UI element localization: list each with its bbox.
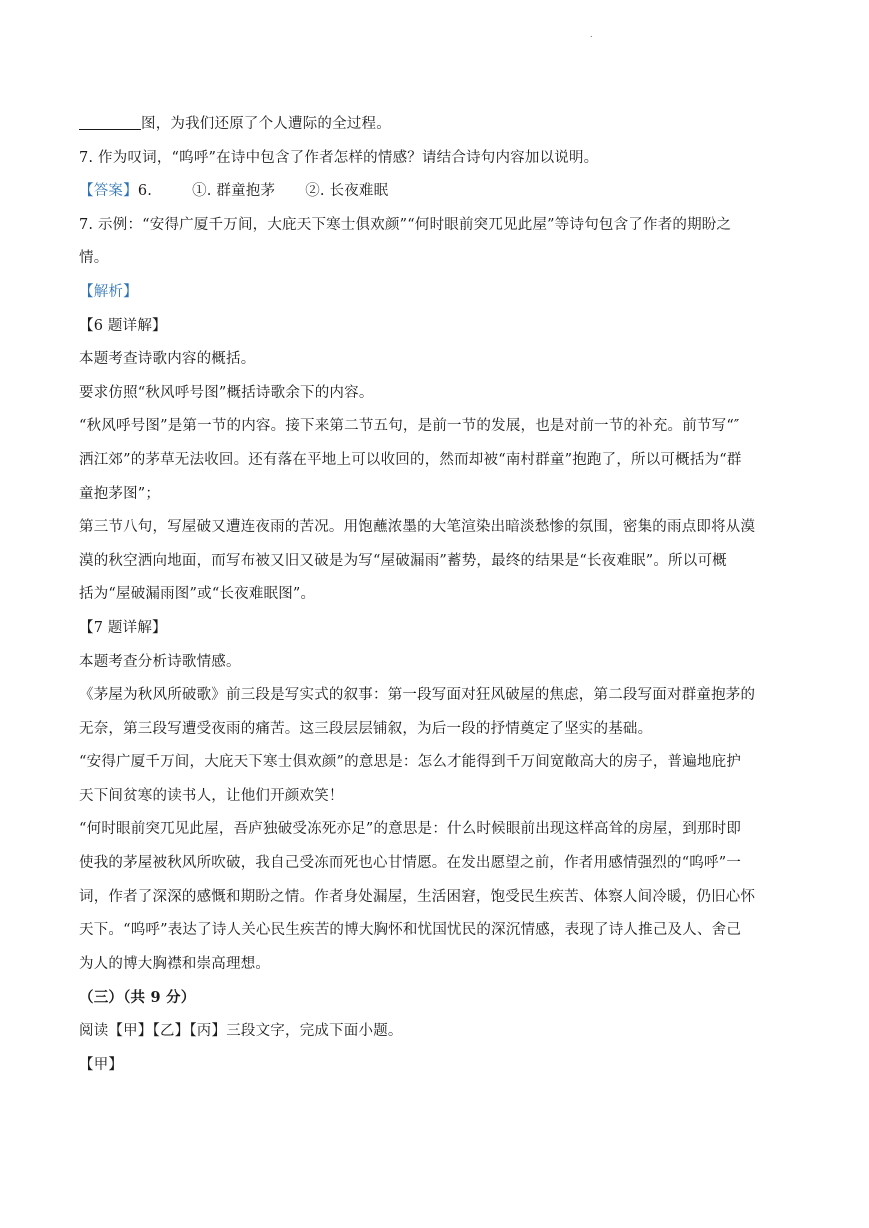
text-line: 词，作者了深深的感慨和期盼之情。作者身处漏屋，生活困窘，饱受民生疾苦、体察人间冷暖，仍旧心怀 bbox=[79, 888, 756, 905]
text-line: “何时眼前突兀见此屋，吾庐独破受冻死亦足”的意思是：什么时候眼前出现这样高耸的房屋，到那时即 bbox=[79, 821, 742, 838]
text-line: 童抱茅图”； bbox=[79, 485, 161, 502]
text-line: “安得广厦千万间，大庇天下寒士俱欢颜”的意思是：怎么才能得到千万间宽敞高大的房子，普遍地庇护 bbox=[79, 754, 742, 771]
text-line: 阅读【甲】【乙】【丙】三段文字，完成下面小题。 bbox=[79, 1023, 403, 1040]
text-line: 括为“屋破漏雨图”或“长夜难眠图”。 bbox=[79, 586, 316, 603]
text-line: 漠的秋空洒向地面，而写布被又旧又破是为写“屋破漏雨”蓄势，最终的结果是“长夜难眠”。所以可概 bbox=[79, 552, 727, 569]
text-line: 天下。“呜呼”表达了诗人关心民生疾苦的博大胸怀和忧国忧民的深沉情感，表现了诗人推己及人、舍己 bbox=[79, 922, 742, 939]
text-line: 洒江郊”的茅草无法收回。还有落在平地上可以收回的，然而却被“南村群童”抱跑了，所以可概括为“群 bbox=[79, 451, 742, 468]
text-line: 图，为我们还原了个人遭际的全过程。 bbox=[79, 108, 791, 142]
section-heading-3: （三）（共 9 分） bbox=[79, 989, 196, 1007]
analysis-label: 【解析】 bbox=[79, 283, 138, 300]
answer-option-1: ①. 群童抱茅 bbox=[192, 183, 276, 200]
text-line: “秋风呼号图”是第一节的内容。接下来第二节五句，是前一节的发展，也是对前一节的补充。前节写“″ bbox=[79, 418, 740, 435]
document-body bbox=[79, 108, 791, 1082]
passage-label-jia: 【甲】 bbox=[79, 1056, 124, 1073]
answer-option-2: ②. 长夜难眠 bbox=[305, 183, 389, 200]
fill-in-blank bbox=[79, 115, 141, 130]
header-dot: . bbox=[590, 30, 593, 39]
section-heading-7: 【7 题详解】 bbox=[79, 619, 167, 636]
section-heading-6: 【6 题详解】 bbox=[79, 317, 167, 334]
text-line: 第三节八句，写屋破又遭连夜雨的苦况。用饱蘸浓墨的大笔渲染出暗淡愁惨的氛围，密集的雨点即将从漠 bbox=[79, 519, 756, 536]
question-7: 7. 作为叹词，“呜呼”在诗中包含了作者怎样的情感？请结合诗句内容加以说明。 bbox=[79, 149, 599, 166]
text-line: 为人的博大胸襟和崇高理想。 bbox=[79, 955, 271, 972]
answer-line: 【答案】6. ①. 群童抱茅 ②. 长夜难眠 bbox=[79, 183, 389, 200]
answer-7: 7. 示例：“安得广厦千万间，大庇天下寒士俱欢颜”“何时眼前突兀见此屋”等诗句包含了作者的期盼之 bbox=[79, 216, 732, 233]
text-line: 情。 bbox=[79, 250, 109, 267]
text-line: 本题考查诗歌内容的概括。 bbox=[79, 351, 256, 368]
answer-label: 【答案】 bbox=[79, 183, 138, 200]
text-line: 要求仿照“秋风呼号图”概括诗歌余下的内容。 bbox=[79, 384, 374, 401]
text-line: 《茅屋为秋风所破歌》前三段是写实式的叙事：第一段写面对狂风破屋的焦虑，第二段写面对群童抱茅的 bbox=[79, 687, 756, 704]
text-line: 使我的茅屋被秋风所吹破，我自己受冻而死也心甘情愿。在发出愿望之前，作者用感情强烈的“呜呼”一 bbox=[79, 855, 742, 872]
text-line: 天下间贫寒的读书人，让他们开颜欢笑！ bbox=[79, 787, 344, 804]
text-line: 无奈，第三段写遭受夜雨的痛苦。这三段层层铺叙，为后一段的抒情奠定了坚实的基础。 bbox=[79, 720, 653, 737]
text-line: 本题考查分析诗歌情感。 bbox=[79, 653, 241, 670]
